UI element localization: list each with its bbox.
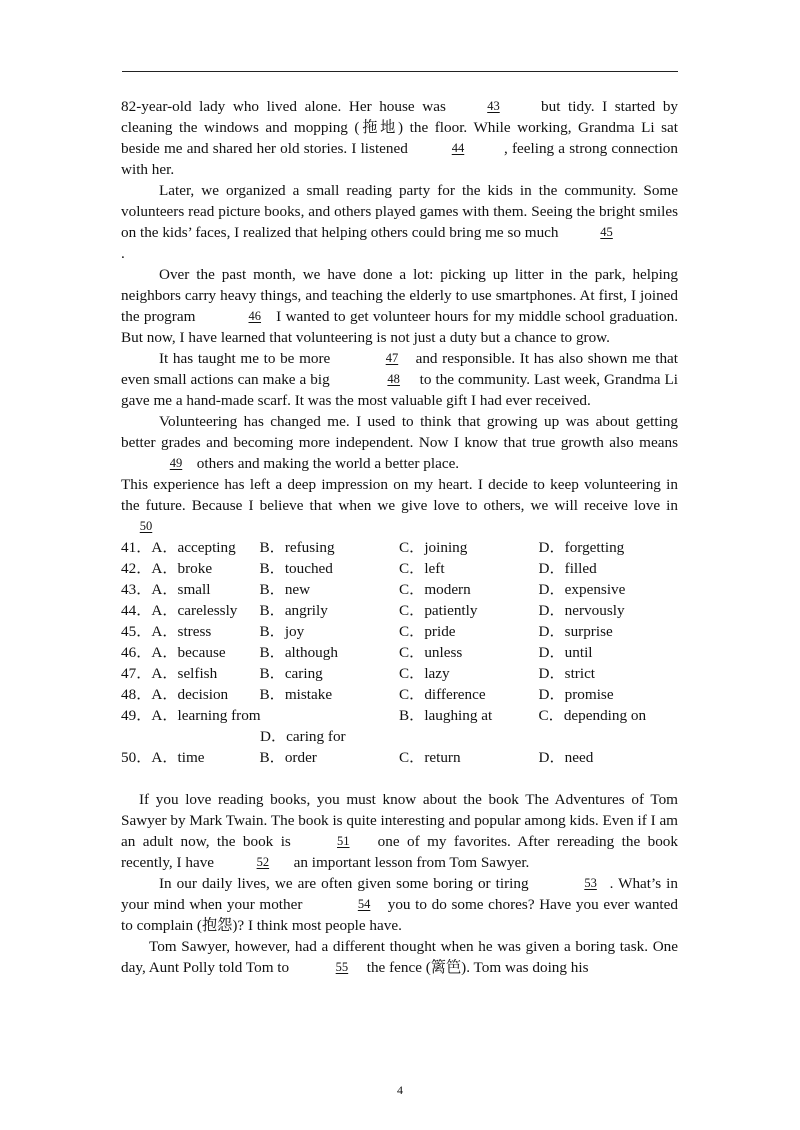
text: If you love reading books, you must know about the book The Adventures of Tom Sawyer by Mark Twain. The book is quite interesting and popular among kids. Even if I am an adult now, the book is	[121, 791, 678, 850]
option-a	[121, 642, 260, 663]
option-a	[121, 747, 260, 768]
option-text: B．new	[259, 581, 311, 598]
option-a	[121, 600, 260, 621]
page-content	[121, 96, 678, 978]
text: you to do some chores? Have you ever wanted to complain (抱怨)? I think most people have.	[121, 896, 678, 934]
option-text: D．until	[538, 644, 593, 661]
blank-51: 51	[337, 834, 350, 848]
blank-55: 55	[335, 960, 349, 974]
question-number: 48．	[121, 686, 152, 703]
option-c	[399, 663, 539, 684]
option-d	[539, 684, 679, 705]
option-text: C．difference	[399, 686, 486, 703]
text: others and making the world a better place.	[193, 455, 460, 472]
option-text: D．expensive	[538, 581, 626, 598]
option-text: C．joining	[399, 539, 468, 556]
option-d	[539, 558, 679, 579]
option-text: B．touched	[259, 560, 333, 577]
question-row-49	[121, 705, 678, 726]
option-text: D．promise	[538, 686, 614, 703]
option-b: B．order	[259, 749, 317, 766]
option-a	[121, 579, 260, 600]
option-text: A．decision	[151, 686, 229, 703]
blank-47: 47	[385, 351, 399, 365]
option-text: C．patiently	[399, 602, 478, 619]
option-a	[121, 663, 260, 684]
question-number: 50．	[121, 749, 152, 766]
option-d	[539, 663, 679, 684]
option-c	[399, 642, 539, 663]
options-list	[121, 537, 678, 705]
blank-49: 49	[169, 456, 183, 470]
option-text: D．forgetting	[538, 539, 625, 556]
text: This experience has left a deep impression on my heart. I decide to keep volunteering in the future. Because I believe that when we give love to others, we will receive love in	[121, 476, 678, 514]
option-d	[539, 621, 679, 642]
option-d	[539, 537, 679, 558]
text: one of my favorites. After rereading the book recently, I have	[121, 833, 678, 871]
paragraph	[121, 474, 678, 537]
option-a	[121, 684, 260, 705]
question-row-46	[121, 642, 678, 663]
page-number: 4	[397, 1083, 403, 1097]
option-text: C．pride	[399, 623, 456, 640]
text: the fence (篱笆). Tom was doing his	[362, 959, 589, 976]
option-d: D．need	[538, 749, 594, 766]
option-c: C．depending on	[538, 707, 647, 724]
option-b	[260, 600, 400, 621]
question-row-50	[121, 747, 678, 768]
option-text: A．small	[151, 581, 211, 598]
option-text: B．caring	[259, 665, 323, 682]
blank-48: 48	[387, 372, 400, 386]
option-b	[260, 558, 400, 579]
option-text: C．lazy	[399, 665, 450, 682]
paragraph	[121, 873, 678, 936]
blank-53: 53	[584, 876, 597, 890]
option-c	[399, 621, 539, 642]
option-text: C．left	[399, 560, 445, 577]
paragraph	[121, 180, 678, 264]
option-d	[539, 579, 679, 600]
blank-43: 43	[487, 99, 500, 113]
paragraph	[121, 411, 678, 474]
option-text: C．unless	[399, 644, 463, 661]
blank-54: 54	[357, 897, 371, 911]
question-row-49-cont	[121, 726, 678, 747]
question-row-47	[121, 663, 678, 684]
blank-52: 52	[256, 855, 270, 869]
question-number: 49．	[121, 707, 152, 724]
option-text: A．selfish	[151, 665, 218, 682]
option-text: D．nervously	[538, 602, 625, 619]
spacer	[121, 768, 678, 789]
blank-45: 45	[600, 225, 613, 239]
option-d	[539, 642, 679, 663]
option-text: A．broke	[151, 560, 213, 577]
option-b: B．laughing at	[399, 707, 493, 724]
text: Tom Sawyer, however, had a different thought when he was given a boring task. One day, Aunt Polly told Tom to	[121, 938, 678, 976]
option-text: B．joy	[259, 623, 305, 640]
blank-50: 50	[139, 519, 153, 533]
option-c	[399, 684, 539, 705]
question-row-41	[121, 537, 678, 558]
option-text: D．strict	[538, 665, 596, 682]
paragraph	[121, 348, 678, 411]
question-row-48	[121, 684, 678, 705]
option-text: A．accepting	[151, 539, 236, 556]
text: and responsible. It has also shown me that even small actions can make a big	[121, 350, 678, 388]
option-d: D．caring for	[260, 728, 346, 745]
option-text: A．time	[151, 749, 205, 766]
spacer	[121, 726, 260, 747]
option-c: C．return	[399, 749, 461, 766]
option-text: A．carelessly	[151, 602, 238, 619]
question-number: 46．	[121, 644, 152, 661]
question-row-42	[121, 558, 678, 579]
option-a	[121, 537, 260, 558]
option-a	[121, 558, 260, 579]
text: 82-year-old lady who lived alone. Her house was	[121, 98, 454, 115]
option-a	[121, 705, 399, 726]
option-a	[121, 621, 260, 642]
paragraph	[121, 936, 678, 978]
text: Volunteering has changed me. I used to think that growing up was about getting better grades and becoming more independent. Now I know that true growth also means	[121, 413, 678, 451]
question-row-43	[121, 579, 678, 600]
option-text: B．mistake	[259, 686, 333, 703]
question-number: 42．	[121, 560, 152, 577]
option-b	[260, 537, 400, 558]
option-b	[260, 621, 400, 642]
text: It has taught me to be more	[159, 350, 335, 367]
option-text: A．stress	[151, 623, 212, 640]
text: I wanted to get volunteer hours for my middle school graduation. But now, I have learned that volunteering is not just a duty but a chance to grow.	[121, 308, 678, 346]
question-number: 44．	[121, 602, 152, 619]
header-rule	[122, 71, 678, 72]
text: .	[121, 245, 125, 262]
question-row-44	[121, 600, 678, 621]
blank-44: 44	[451, 141, 465, 155]
question-number: 47．	[121, 665, 152, 682]
paragraph	[121, 96, 678, 180]
option-d	[539, 600, 679, 621]
option-text: A．learning from	[151, 707, 261, 724]
option-b	[260, 663, 400, 684]
question-number: 41．	[121, 539, 152, 556]
paragraph	[121, 789, 678, 873]
text: , feeling a strong connection with her.	[121, 140, 678, 178]
option-c	[399, 600, 539, 621]
option-text: D．filled	[538, 560, 597, 577]
option-text: B．angrily	[259, 602, 328, 619]
option-c	[399, 579, 539, 600]
question-row-45	[121, 621, 678, 642]
text: an important lesson from Tom Sawyer.	[289, 854, 530, 871]
option-c	[399, 537, 539, 558]
option-c	[399, 558, 539, 579]
text: Later, we organized a small reading party for the kids in the community. Some volunteers read picture books, and others played games with them. Seeing the bright smiles on the kids’ faces, I realized that helping others could bring me so much	[121, 182, 678, 241]
text: Over the past month, we have done a lot: picking up litter in the park, helping neighbors carry heavy things, and teaching the elderly to use smartphones. At first, I joined the program	[121, 266, 678, 325]
text: to the community. Last week, Grandma Li gave me a hand-made scarf. It was the most valuable gift I had ever received.	[121, 371, 678, 409]
option-text: C．modern	[399, 581, 471, 598]
paragraph	[121, 264, 678, 348]
option-text: D．surprise	[538, 623, 613, 640]
option-b	[260, 684, 400, 705]
option-text: A．because	[151, 644, 226, 661]
text: but tidy. I started by cleaning the windows and mopping (拖地) the floor. While working, Grandma Li sat beside me and shared her old stories. I listened	[121, 98, 679, 157]
option-text: B．refusing	[259, 539, 335, 556]
option-text: B．although	[259, 644, 338, 661]
text: In our daily lives, we are often given some boring or tiring	[159, 875, 534, 892]
question-number: 45．	[121, 623, 152, 640]
blank-46: 46	[248, 309, 262, 323]
option-b	[260, 642, 400, 663]
option-b	[260, 579, 400, 600]
text: . What’s in your mind when your mother	[121, 875, 678, 913]
question-number: 43．	[121, 581, 152, 598]
